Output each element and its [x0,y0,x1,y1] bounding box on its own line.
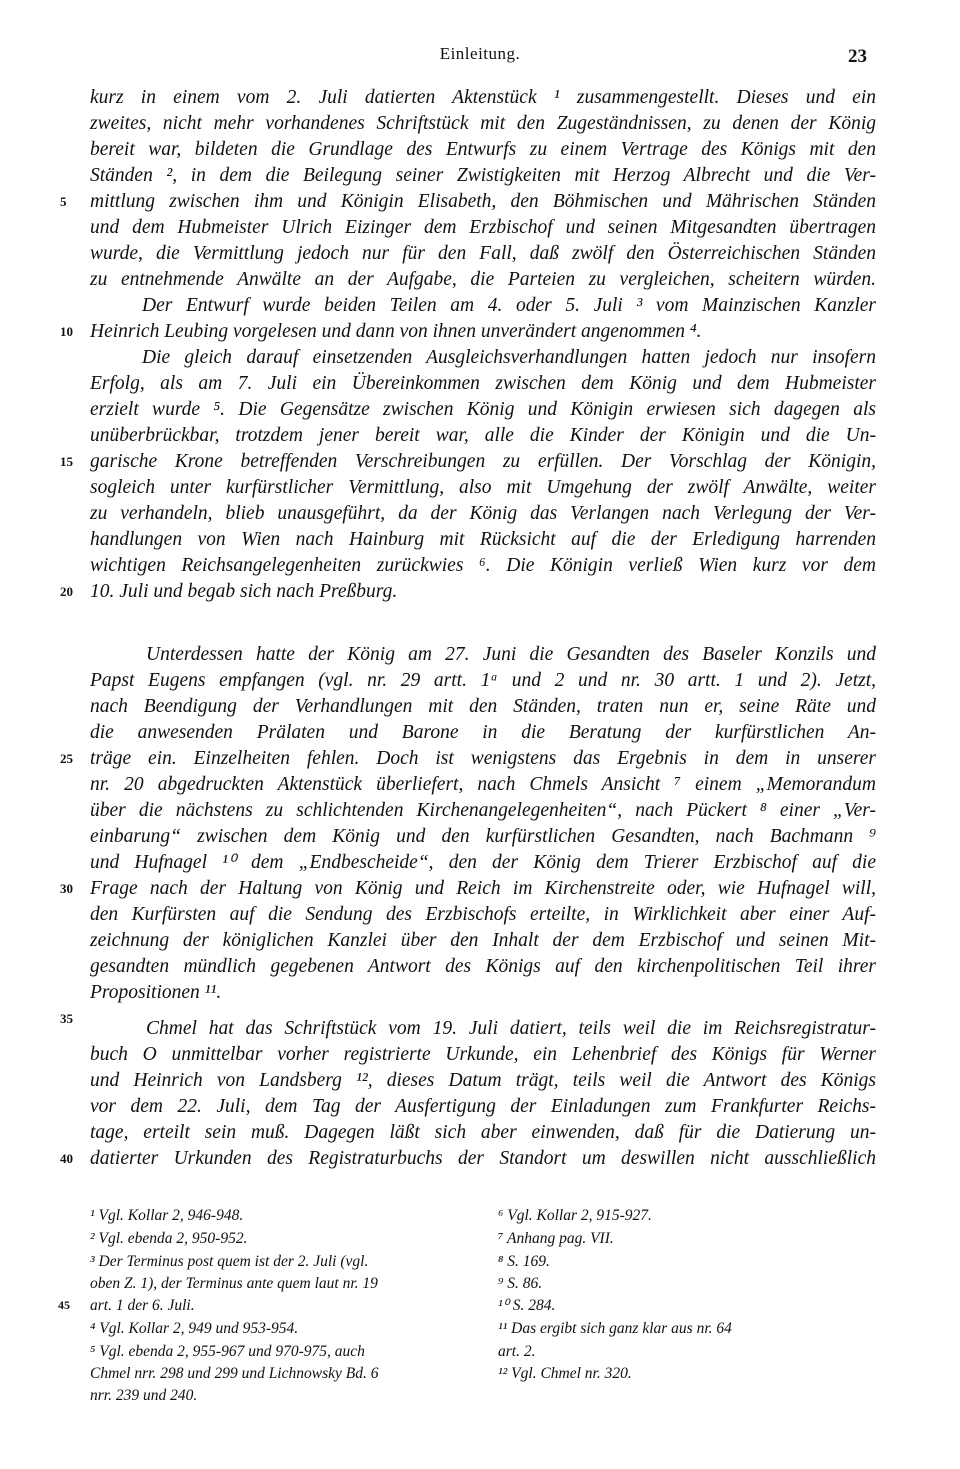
line-number: 20 [60,584,73,599]
text-line: vor dem 22. Juli, dem Tag der Ausfertigung der Einladungen zum Frankfurter Reichs- [90,1096,876,1117]
text-line: zweites, nicht mehr vorhandenes Schriftstück mit den Zugeständnissen, zu denen der König [90,113,876,134]
footnote: ¹¹ Das ergibt sich ganz klar aus nr. 64 [498,1320,732,1337]
footnote: ⁵ Vgl. ebenda 2, 955-967 und 970-975, auch [90,1343,365,1360]
text-line: nach Beendigung der Verhandlungen mit den Ständen, traten nun er, seine Räte und [90,696,876,717]
text-line: Propositionen ¹¹. [90,982,222,1003]
text-line: bereit war, bildeten die Grundlage des Entwurfs zu einem Vertrage des Königs mit den [90,139,876,160]
line-number: 15 [60,454,73,469]
footnote: ⁸ S. 169. [498,1253,550,1270]
text-line: mittlung zwischen ihm und Königin Elisabeth, den Böhmischen und Mährischen Ständen [90,191,876,212]
text-line: und Hufnagel ¹⁰ dem „Endbescheide“, den der König dem Trierer Erzbischof auf die [90,852,876,873]
line-number: 35 [60,1011,73,1026]
text-line: Der Entwurf wurde beiden Teilen am 4. oder 5. Juli ³ vom Mainzischen Kanzler [142,295,876,316]
footnote: art. 2. [498,1343,536,1360]
footnote: ⁷ Anhang pag. VII. [498,1230,614,1247]
text-line: Erfolg, als am 7. Juli ein Übereinkommen zwischen dem König und dem Hubmeister [90,373,876,394]
text-line: zu verhandeln, blieb unausgeführt, da der König das Verlangen nach Verlegung der Ver- [90,503,876,524]
text-line: und Heinrich von Landsberg ¹², dieses Datum trägt, teils weil die Antwort des Königs [90,1070,876,1091]
footnote: ⁶ Vgl. Kollar 2, 915-927. [498,1207,652,1224]
text-line: Heinrich Leubing vorgelesen und dann von ihnen unverändert angenommen ⁴. [90,321,702,342]
text-line: gesandten mündlich gegebenen Antwort des Königs auf den kirchenpolitischen Teil ihrer [90,956,876,977]
page-number: 23 [848,46,867,67]
line-number: 40 [60,1151,73,1166]
footnote: Chmel nrr. 298 und 299 und Lichnowsky Bd. 6 [90,1365,379,1382]
text-line: Unterdessen hatte der König am 27. Juni die Gesandten des Baseler Konzils und [146,644,876,665]
text-line: erzielt wurde ⁵. Die Gegensätze zwischen König und Königin erwiesen sich dagegen als [90,399,876,420]
text-line: handlungen von Wien nach Hainburg mit Rücksicht auf die der Erledigung harrenden [90,529,876,550]
text-line: Frage nach der Haltung von König und Reich im Kirchenstreite oder, wie Hufnagel will, [90,878,876,899]
footnote: art. 1 der 6. Juli. [90,1297,195,1314]
text-line: wichtigen Reichsangelegenheiten zurückwies ⁶. Die Königin verließ Wien kurz vor dem [90,555,876,576]
text-line: einbarung“ zwischen dem König und den kurfürstlichen Gesandten, nach Bachmann ⁹ [90,826,876,847]
text-line: tage, erteilt sein muß. Dagegen läßt sich aber einwenden, daß für die Datierung un- [90,1122,876,1143]
text-line: buch O unmittelbar vorher registrierte Urkunde, ein Lehenbrief des Königs für Werner [90,1044,876,1065]
text-line: Chmel hat das Schriftstück vom 19. Juli datiert, teils weil die im Reichsregistratur- [146,1018,876,1039]
running-title: Einleitung. [439,44,521,63]
text-line: zeichnung der königlichen Kanzlei über den Inhalt der dem Erzbischof und seinen Mit- [90,930,876,951]
text-line: über die nächstens zu schlichtenden Kirchenangelegenheiten“, nach Pückert ⁸ einer „Ver- [90,800,876,821]
line-number: 45 [58,1298,70,1312]
text-line: garische Krone betreffenden Verschreibungen zu erfüllen. Der Vorschlag der Königin, [90,451,876,472]
footnote: ¹ Vgl. Kollar 2, 946-948. [90,1207,244,1224]
footnote: ⁹ S. 86. [498,1275,543,1292]
line-number: 5 [60,194,67,209]
line-number: 25 [60,751,73,766]
text-line: und dem Hubmeister Ulrich Eizinger dem Erzbischof und seinen Mitgesandten übertragen [90,217,876,238]
line-number: 30 [60,881,73,896]
text-line: Ständen ², in dem die Beilegung seiner Zwistigkeiten mit Herzog Albrecht und die Ver- [90,165,876,186]
text-line: datierter Urkunden des Registraturbuchs der Standort um deswillen nicht ausschließlich [90,1148,876,1169]
footnote: oben Z. 1), der Terminus ante quem laut nr. 19 [90,1275,378,1292]
footnote: ² Vgl. ebenda 2, 950-952. [90,1230,248,1247]
line-number: 10 [60,324,73,339]
text-line: unüberbrückbar, trotzdem jener bereit war, alle die Kinder der Königin und die Un- [90,425,876,446]
text-line: Papst Eugens empfangen (vgl. nr. 29 artt. 1ᵃ und 2 und nr. 30 artt. 1 und 2). Jetzt, [90,670,876,691]
text-line: sogleich unter kurfürstlicher Vermittlung, also mit Umgehung der zwölf Anwälte, weiter [90,477,876,498]
text-line: Die gleich darauf einsetzenden Ausgleichsverhandlungen hatten jedoch nur insofern [142,347,876,368]
footnote: ³ Der Terminus post quem ist der 2. Juli (vgl. [90,1253,369,1270]
text-line: 10. Juli und begab sich nach Preßburg. [90,581,398,602]
text-line: den Kurfürsten auf die Sendung des Erzbischofs erteilte, in Wirklichkeit aber einer Auf- [90,904,876,925]
text-line: träge ein. Einzelheiten fehlen. Doch ist wenigstens das Ergebnis in dem in unserer [90,748,876,769]
text-line: kurz in einem vom 2. Juli datierten Aktenstück ¹ zusammengestellt. Dieses und ein [90,87,876,108]
text-line: wurde, die Vermittlung jedoch nur für den Fall, daß zwölf den Österreichischen Ständen [90,243,876,264]
footnote: ⁴ Vgl. Kollar 2, 949 und 953-954. [90,1320,299,1337]
text-line: nr. 20 abgedruckten Aktenstück überliefert, nach Chmels Ansicht ⁷ einem „Memorandum [90,774,876,795]
text-line: zu entnehmende Anwälte an der Aufgabe, die Parteien zu vergleichen, scheitern würden. [90,269,876,290]
text-line: die anwesenden Prälaten und Barone in die Beratung der kurfürstlichen An- [90,722,876,743]
footnote: nrr. 239 und 240. [90,1387,198,1404]
footnote: ¹² Vgl. Chmel nr. 320. [498,1365,632,1382]
footnote: ¹⁰ S. 284. [498,1297,556,1314]
